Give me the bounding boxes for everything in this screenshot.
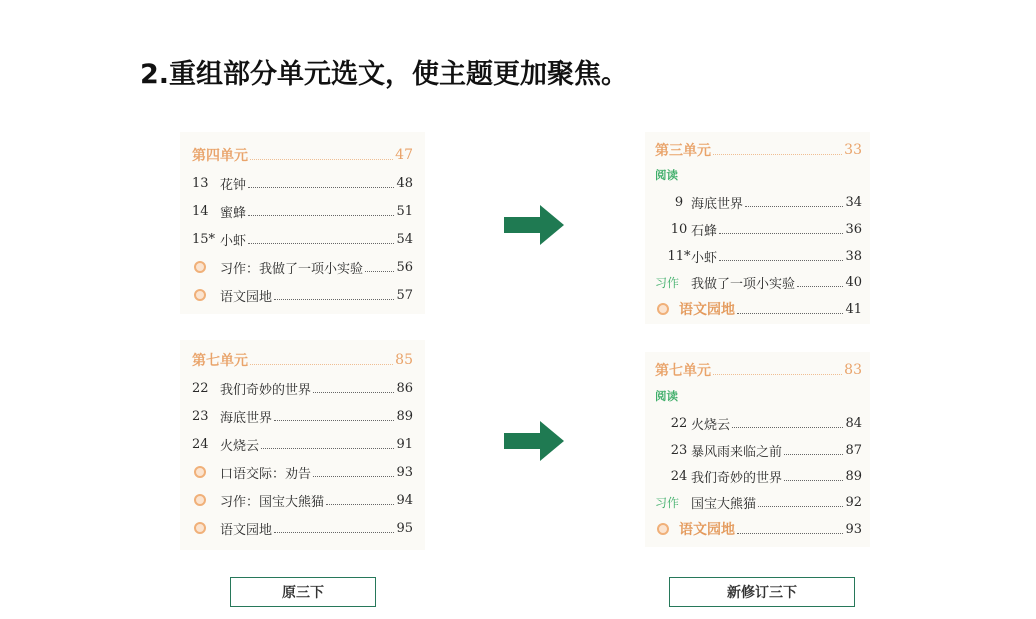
page-number: 89 — [845, 468, 862, 484]
lesson-title: 海底世界 — [220, 410, 273, 426]
lesson-number: 24 — [670, 468, 688, 484]
leader-dots — [313, 392, 394, 393]
toc-row — [192, 230, 413, 248]
lesson-title: 我们奇妙的世界 — [691, 470, 783, 486]
page-number: 56 — [396, 259, 413, 275]
lesson-number: 23 — [192, 408, 209, 424]
page-number: 36 — [845, 221, 862, 237]
section-title: 阅读 — [655, 389, 678, 403]
toc-row — [655, 493, 862, 511]
leader-dots — [719, 260, 843, 261]
lesson-title: 习作：国宝大熊猫 — [220, 494, 325, 510]
page-number: 89 — [396, 408, 413, 424]
leader-dots — [784, 454, 843, 455]
page-number: 87 — [845, 442, 862, 458]
lesson-number: 24 — [192, 436, 209, 452]
old-unit7-toc — [180, 340, 425, 550]
toc-row — [194, 519, 413, 537]
lesson-title: 花钟 — [220, 177, 247, 193]
page-number: 95 — [396, 520, 413, 536]
lesson-title: 蜜蜂 — [220, 205, 247, 221]
leader-dots — [261, 448, 394, 449]
garden-title: 语文园地 — [679, 522, 735, 538]
page-number: 83 — [844, 362, 862, 378]
toc-row — [667, 220, 862, 238]
lesson-number: 15* — [192, 231, 216, 247]
lesson-title: 口语交际：劝告 — [220, 466, 312, 482]
toc-row — [194, 286, 413, 304]
new-unit7-toc — [645, 352, 870, 547]
toc-row — [192, 202, 413, 220]
circle-bullet-icon — [194, 466, 206, 478]
page-number: 86 — [396, 380, 413, 396]
leader-dots — [737, 313, 843, 314]
toc-row — [667, 441, 862, 459]
toc-row — [192, 174, 413, 192]
lesson-number: 11* — [667, 248, 691, 264]
unit-heading — [655, 361, 862, 379]
page-number: 57 — [396, 287, 413, 303]
lesson-title: 小虾 — [220, 233, 247, 249]
page-number: 92 — [845, 494, 862, 510]
page-number: 34 — [845, 194, 862, 210]
toc-row — [194, 258, 413, 276]
page-number: 93 — [396, 464, 413, 480]
toc-row — [667, 247, 862, 265]
lesson-title: 暴风雨来临之前 — [691, 444, 783, 460]
lesson-title: 海底世界 — [691, 196, 744, 212]
leader-dots — [797, 286, 843, 287]
leader-dots — [719, 233, 843, 234]
garden-title: 语文园地 — [679, 302, 735, 318]
lesson-title: 我做了一项小实验 — [691, 276, 796, 292]
leader-dots — [737, 533, 843, 534]
right-arrow-icon — [504, 421, 566, 461]
lesson-number: 13 — [192, 175, 209, 191]
circle-bullet-icon — [194, 289, 206, 301]
page-number: 41 — [845, 301, 862, 317]
lesson-number: 23 — [670, 442, 688, 458]
leader-dots — [745, 206, 843, 207]
lesson-number: 22 — [670, 415, 688, 431]
unit-heading — [192, 351, 413, 369]
circle-bullet-icon — [657, 303, 669, 315]
lesson-title: 语文园地 — [220, 289, 273, 305]
lesson-number: 14 — [192, 203, 209, 219]
page-number: 48 — [396, 175, 413, 191]
new-edition-label: 新修订三下 — [669, 577, 855, 607]
page-number: 40 — [845, 274, 862, 290]
leader-dots — [248, 187, 394, 188]
toc-row — [657, 300, 862, 318]
leader-dots — [313, 476, 394, 477]
right-arrow-icon — [504, 205, 566, 245]
page-number: 51 — [396, 203, 413, 219]
circle-bullet-icon — [194, 522, 206, 534]
leader-dots — [732, 427, 843, 428]
leader-dots — [248, 215, 394, 216]
circle-bullet-icon — [194, 261, 206, 273]
lesson-title: 小虾 — [691, 250, 718, 266]
leader-dots — [248, 243, 394, 244]
unit-title: 第七单元 — [655, 363, 711, 379]
unit-title: 第七单元 — [192, 353, 248, 369]
leader-dots — [274, 420, 394, 421]
leader-dots — [784, 480, 843, 481]
unit-title: 第三单元 — [655, 143, 711, 159]
unit-heading — [192, 146, 413, 164]
leader-dots — [365, 271, 394, 272]
old-edition-label: 原三下 — [230, 577, 376, 607]
toc-row — [667, 414, 862, 432]
toc-row — [667, 467, 862, 485]
lesson-number: 10 — [670, 221, 688, 237]
lesson-title: 我们奇妙的世界 — [220, 382, 312, 398]
writing-tag: 习作 — [655, 275, 680, 290]
circle-bullet-icon — [657, 523, 669, 535]
writing-tag: 习作 — [655, 495, 680, 510]
toc-row — [194, 491, 413, 509]
leader-dots — [274, 299, 394, 300]
toc-row — [667, 193, 862, 211]
page-number: 94 — [396, 492, 413, 508]
leader-dots — [274, 532, 394, 533]
old-unit4-toc — [180, 132, 425, 314]
new-unit3-toc — [645, 132, 870, 324]
leader-dots — [758, 506, 843, 507]
page-number: 93 — [845, 521, 862, 537]
lesson-title: 语文园地 — [220, 522, 273, 538]
section-label — [655, 387, 862, 405]
lesson-number: 22 — [192, 380, 209, 396]
page-number: 33 — [844, 142, 862, 158]
circle-bullet-icon — [194, 494, 206, 506]
lesson-title: 国宝大熊猫 — [691, 496, 757, 512]
page-number: 91 — [396, 436, 413, 452]
page-number: 84 — [845, 415, 862, 431]
toc-row — [655, 273, 862, 291]
leader-dots — [250, 159, 393, 160]
leader-dots — [713, 154, 842, 155]
leader-dots — [326, 504, 394, 505]
page-number: 54 — [396, 231, 413, 247]
page-number: 47 — [395, 147, 413, 163]
unit-title: 第四单元 — [192, 148, 248, 164]
toc-row — [192, 407, 413, 425]
toc-row — [194, 463, 413, 481]
leader-dots — [250, 364, 393, 365]
unit-heading — [655, 141, 862, 159]
toc-row — [192, 435, 413, 453]
page-number: 38 — [845, 248, 862, 264]
leader-dots — [713, 374, 842, 375]
lesson-number: 9 — [674, 194, 684, 210]
page-number: 85 — [395, 352, 413, 368]
section-label — [655, 166, 862, 184]
lesson-title: 石蜂 — [691, 223, 718, 239]
page-heading: 2.重组部分单元选文，使主题更加聚焦。 — [140, 59, 629, 90]
lesson-title: 火烧云 — [220, 438, 260, 454]
section-title: 阅读 — [655, 168, 678, 182]
toc-row — [192, 379, 413, 397]
lesson-title: 火烧云 — [691, 417, 731, 433]
toc-row — [657, 520, 862, 538]
lesson-title: 习作：我做了一项小实验 — [220, 261, 364, 277]
